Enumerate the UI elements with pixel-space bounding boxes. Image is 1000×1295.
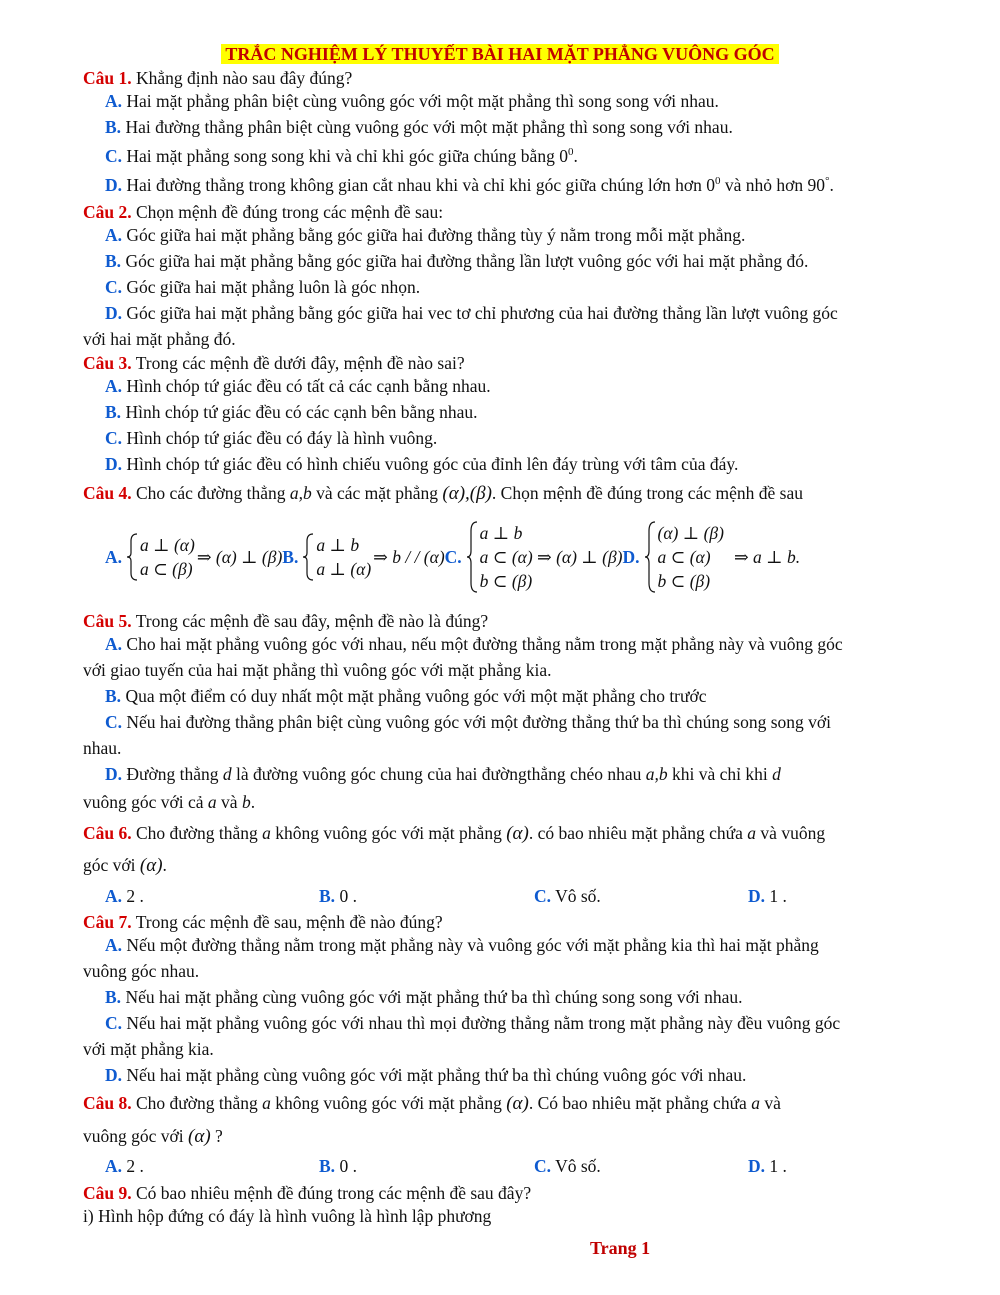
option-label: A.	[105, 376, 123, 396]
option-label: B.	[105, 686, 122, 706]
system-line: a ⊥ b	[316, 535, 360, 555]
option-text: Hai mặt phẳng song song khi và chỉ khi góc giữa chúng bằng 0	[126, 146, 568, 166]
option-text: Hai đường thẳng trong không gian cắt nhau khi và chỉ khi góc giữa chúng lớn hơn 0	[126, 175, 716, 195]
q7-option-c	[105, 1012, 840, 1034]
q1-option-b	[105, 116, 733, 138]
question-4	[83, 482, 803, 505]
option-text: 2 .	[126, 1156, 144, 1176]
question-label: Câu 3.	[83, 353, 132, 373]
superscript: 0	[567, 146, 574, 159]
q4-option-a-system	[126, 533, 195, 581]
option-label: A.	[105, 546, 123, 567]
option-label: A.	[105, 935, 123, 955]
option-text: Nếu hai đường thẳng phân biệt cùng vuông góc với một đường thẳng thứ ba thì chúng song song với	[126, 712, 832, 732]
question-label: Câu 8.	[83, 1093, 132, 1113]
question-label: Câu 7.	[83, 912, 132, 932]
q2-option-d-cont	[83, 328, 236, 350]
option-text: Vô số.	[555, 1156, 601, 1176]
option-label: C.	[105, 712, 123, 732]
system-line: a ⊂ (β)	[140, 559, 193, 579]
question-text: . Có bao nhiêu mặt phẳng chứa	[528, 1093, 747, 1113]
question-text: Cho đường thẳng	[136, 1093, 258, 1113]
option-label: C.	[105, 1013, 123, 1033]
option-text: vuông góc nhau.	[83, 961, 200, 981]
option-text: Đường thẳng	[126, 764, 219, 784]
q5-option-c-cont	[83, 737, 121, 759]
question-text: vuông góc với	[83, 1126, 184, 1146]
q3-option-c	[105, 427, 437, 449]
q4-option-d-system	[644, 521, 724, 593]
option-text: Nếu hai mặt phẳng cùng vuông góc với mặt phẳng thứ ba thì chúng vuông góc với nhau.	[126, 1065, 747, 1085]
option-label: C.	[444, 546, 462, 567]
question-6-cont	[83, 854, 167, 877]
q1-option-a	[105, 90, 719, 112]
math-vars: a,b	[289, 483, 312, 503]
option-label: A.	[105, 634, 123, 654]
system-line: b ⊂ (β)	[479, 571, 533, 591]
q6-option-c	[534, 885, 601, 907]
question-text: Cho đường thẳng	[136, 823, 258, 843]
option-text: Vô số.	[555, 886, 601, 906]
question-text: . Chọn mệnh đề đúng trong các mệnh đề sau	[491, 483, 803, 503]
option-text: Hình chóp tứ giác đều có các cạnh bên bằng nhau.	[125, 402, 478, 422]
q2-option-c	[105, 276, 420, 298]
math-var: a	[747, 823, 757, 843]
option-label: D.	[622, 546, 640, 567]
option-label: D.	[748, 886, 766, 906]
option-label: B.	[319, 1156, 336, 1176]
question-text: Trong các mệnh đề dưới đây, mệnh đề nào sai?	[135, 353, 465, 373]
q7-option-b	[105, 986, 743, 1008]
option-label: B.	[282, 546, 299, 567]
q5-option-b	[105, 685, 707, 707]
option-text: Góc giữa hai mặt phẳng bằng góc giữa hai vec tơ chỉ phương của hai đường thẳng lần lượt vuông góc	[126, 303, 838, 323]
q7-option-a	[105, 934, 819, 956]
q8-option-c	[534, 1155, 601, 1177]
q1-option-c	[105, 145, 578, 167]
q3-option-b	[105, 401, 478, 423]
superscript: °	[825, 175, 830, 188]
q5-option-d	[105, 763, 781, 785]
q2-option-a	[105, 224, 745, 246]
question-1	[83, 67, 352, 89]
question-text: Có bao nhiêu mệnh đề đúng trong các mệnh đề sau đây?	[136, 1183, 532, 1203]
option-text: Góc giữa hai mặt phẳng bằng góc giữa hai đường thẳng tùy ý nằm trong mỗi mặt phẳng.	[126, 225, 746, 245]
punct: .	[829, 175, 834, 195]
option-label: D.	[105, 175, 123, 195]
option-text: Cho hai mặt phẳng vuông góc với nhau, nếu một đường thẳng nằm trong mặt phẳng này và vuông góc	[126, 634, 843, 654]
math-var: b	[241, 792, 251, 812]
option-text: Hai đường thẳng phân biệt cùng vuông góc với một mặt phẳng thì song song với nhau.	[125, 117, 733, 137]
option-text: Hai mặt phẳng phân biệt cùng vuông góc với một mặt phẳng thì song song với nhau.	[126, 91, 719, 111]
option-label: A.	[105, 1156, 123, 1176]
statement-text: i) Hình hộp đứng có đáy là hình vuông là hình lập phương	[83, 1206, 492, 1226]
option-label: A.	[105, 886, 123, 906]
option-text: với mặt phẳng kia.	[83, 1039, 214, 1059]
option-label: D.	[748, 1156, 766, 1176]
question-text: không vuông góc với mặt phẳng	[275, 1093, 502, 1113]
q2-option-b	[105, 250, 808, 272]
math-plane: (α)	[506, 823, 529, 844]
question-label: Câu 5.	[83, 611, 132, 631]
brace-icon	[644, 521, 656, 593]
option-text: là đường vuông góc chung của hai đườngthẳng chéo nhau	[236, 764, 642, 784]
option-label: B.	[105, 117, 122, 137]
question-text: Chọn mệnh đề đúng trong các mệnh đề sau:	[136, 202, 444, 222]
math-var: a	[262, 1093, 271, 1113]
option-text: với giao tuyến của hai mặt phẳng thì vuông góc với mặt phẳng kia.	[83, 660, 552, 680]
option-label: D.	[105, 1065, 123, 1085]
system-line: a ⊂ (α)	[657, 547, 711, 567]
question-9	[83, 1182, 531, 1204]
math-var: a	[262, 823, 271, 843]
question-text: và các mặt phẳng	[316, 483, 439, 503]
q6-option-b	[319, 885, 357, 907]
option-label: C.	[105, 428, 123, 448]
q6-option-a	[105, 885, 144, 907]
q4-option-b-system	[302, 533, 371, 581]
option-text: Nếu hai mặt phẳng cùng vuông góc với mặt phẳng thứ ba thì chúng song song với nhau.	[125, 987, 743, 1007]
brace-icon	[302, 533, 314, 581]
page-number: Trang 1	[590, 1238, 651, 1258]
question-text: và	[764, 1093, 781, 1113]
question-label: Câu 4.	[83, 483, 132, 503]
math-planes: (α),(β)	[442, 483, 492, 504]
q5-option-d-cont	[83, 791, 255, 813]
option-text: Hình chóp tứ giác đều có tất cả các cạnh bằng nhau.	[126, 376, 491, 396]
question-6	[83, 822, 825, 845]
q5-option-a	[105, 633, 843, 655]
option-text: 0 .	[339, 886, 357, 906]
option-text: Nếu hai mặt phẳng vuông góc với nhau thì mọi đường thẳng nằm trong mặt phẳng này đều vuông góc	[126, 1013, 841, 1033]
page-title: TRẮC NGHIỆM LÝ THUYẾT BÀI HAI MẶT PHẲNG VUÔNG GÓC	[221, 44, 778, 64]
option-label: D.	[105, 764, 123, 784]
q7-option-c-cont	[83, 1038, 214, 1060]
question-8	[83, 1092, 781, 1115]
option-text: Qua một điểm có duy nhất một mặt phẳng vuông góc với một mặt phẳng cho trước	[125, 686, 707, 706]
option-label: D.	[105, 454, 123, 474]
q4-options-row	[105, 514, 800, 600]
math-var: d	[222, 764, 232, 784]
punct: ?	[215, 1126, 223, 1146]
question-label: Câu 1.	[83, 68, 132, 88]
option-text-mid: và nhỏ hơn 90	[720, 175, 826, 195]
question-text: Trong các mệnh đề sau, mệnh đề nào đúng?	[135, 912, 443, 932]
system-line: a ⊥ (α)	[140, 535, 195, 555]
option-text: và	[221, 792, 238, 812]
math-plane: (α)	[139, 855, 163, 876]
q9-statement-i	[83, 1205, 491, 1227]
option-label: B.	[105, 251, 122, 271]
question-text: Trong các mệnh đề sau đây, mệnh đề nào là đúng?	[135, 611, 489, 631]
option-label: C.	[105, 146, 123, 166]
option-text: Góc giữa hai mặt phẳng bằng góc giữa hai đường thẳng lần lượt vuông góc với hai mặt phẳng đó.	[125, 251, 809, 271]
question-text: Khẳng định nào sau đây đúng?	[136, 68, 353, 88]
q8-option-a	[105, 1155, 144, 1177]
math-var: a	[207, 792, 217, 812]
brace-icon	[126, 533, 138, 581]
option-label: D.	[105, 303, 123, 323]
option-label: C.	[105, 277, 123, 297]
option-label: A.	[105, 91, 123, 111]
option-text: với hai mặt phẳng đó.	[83, 329, 236, 349]
math-plane: (α)	[506, 1093, 529, 1114]
question-7	[83, 911, 443, 933]
option-text: 2 .	[126, 886, 144, 906]
punct: .	[162, 855, 167, 875]
option-label: C.	[534, 886, 552, 906]
question-8-cont	[83, 1125, 223, 1148]
math-var: d	[772, 764, 781, 784]
superscript: 0	[715, 175, 721, 188]
q3-option-a	[105, 375, 491, 397]
option-text: 1 .	[769, 886, 787, 906]
question-text: và vuông	[760, 823, 826, 843]
brace-icon	[466, 521, 478, 593]
option-label: B.	[105, 402, 122, 422]
system-line: b ⊂ (β)	[657, 571, 711, 591]
math-vars: a,b	[645, 764, 668, 784]
option-text: Nếu một đường thẳng nằm trong mặt phẳng này và vuông góc với mặt phẳng kia thì hai mặt phẳng	[126, 935, 819, 955]
question-label: Câu 2.	[83, 202, 132, 222]
q1-option-d	[105, 174, 834, 196]
implication: ⇒ (α) ⊥ (β)	[196, 546, 283, 567]
math-plane: (α)	[188, 1126, 211, 1147]
question-text: góc với	[83, 855, 136, 875]
q2-option-d	[105, 302, 838, 324]
option-label: B.	[105, 987, 122, 1007]
question-text: không vuông góc với mặt phẳng	[275, 823, 502, 843]
question-text: Cho các đường thẳng	[136, 483, 286, 503]
option-text: Góc giữa hai mặt phẳng luôn là góc nhọn.	[126, 277, 421, 297]
option-text: khi và chỉ khi	[672, 764, 768, 784]
option-text: 0 .	[339, 1156, 357, 1176]
option-text: 1 .	[769, 1156, 787, 1176]
option-label: A.	[105, 225, 123, 245]
implication: ⇒ a ⊥ b.	[733, 546, 801, 567]
option-text: Hình chóp tứ giác đều có hình chiếu vuông góc của đỉnh lên đáy trùng với tâm của đáy.	[126, 454, 739, 474]
option-label: B.	[319, 886, 336, 906]
q5-option-a-cont	[83, 659, 552, 681]
q5-option-c	[105, 711, 831, 733]
q4-option-c-system	[466, 521, 623, 593]
q3-option-d	[105, 453, 738, 475]
question-5	[83, 610, 488, 632]
title-container	[0, 44, 1000, 65]
option-text: nhau.	[83, 738, 122, 758]
option-label: C.	[534, 1156, 552, 1176]
system-line: (α) ⊥ (β)	[657, 523, 724, 543]
question-2	[83, 201, 443, 223]
punct: .	[250, 792, 256, 812]
q6-option-d	[748, 885, 787, 907]
system-line: a ⊥ (α)	[316, 559, 372, 579]
q7-option-d	[105, 1064, 746, 1086]
system-line: a ⊂ (α) ⇒ (α) ⊥ (β)	[479, 547, 623, 567]
q8-option-d	[748, 1155, 787, 1177]
option-text: vuông góc với cả	[83, 792, 204, 812]
implication: ⇒ b / / (α)	[373, 546, 445, 567]
math-var: a	[751, 1093, 760, 1113]
punct: .	[573, 146, 578, 166]
q8-option-b	[319, 1155, 357, 1177]
question-label: Câu 6.	[83, 823, 132, 843]
question-text: . có bao nhiêu mặt phẳng chứa	[528, 823, 743, 843]
option-text: Hình chóp tứ giác đều có đáy là hình vuông.	[126, 428, 438, 448]
system-line: a ⊥ b	[479, 523, 523, 543]
q7-option-a-cont	[83, 960, 199, 982]
question-3	[83, 352, 465, 374]
question-label: Câu 9.	[83, 1183, 132, 1203]
